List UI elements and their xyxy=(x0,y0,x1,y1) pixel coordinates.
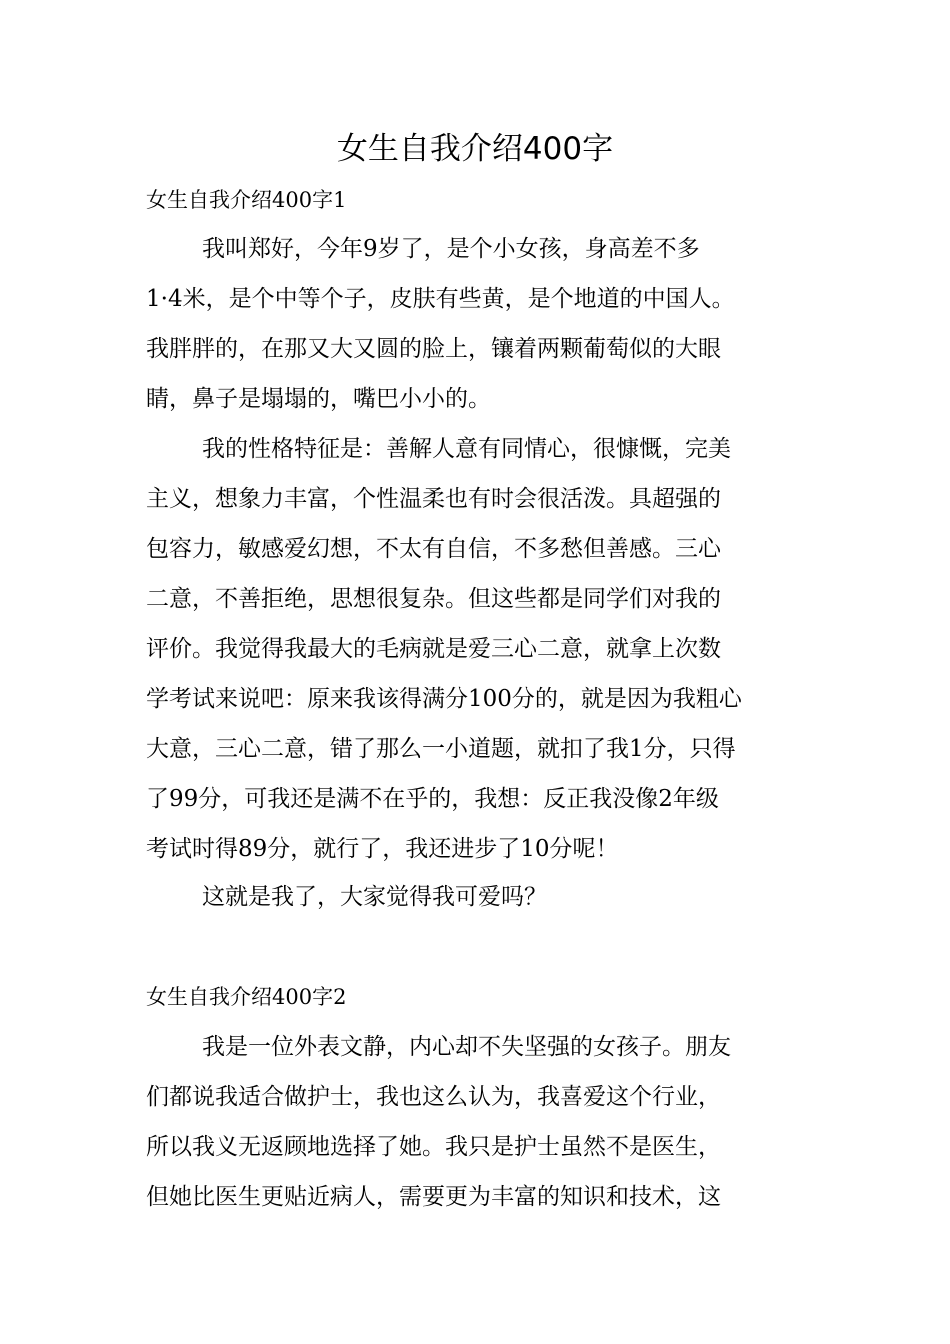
text-line: 了99分，可我还是满不在乎的，我想：反正我没像2年级 xyxy=(146,786,719,812)
section-heading: 女生自我介绍400字1 xyxy=(146,188,347,212)
text-line: 所以我义无返顾地选择了她。我只是护士虽然不是医生， xyxy=(146,1134,721,1160)
text-line: 二意，不善拒绝，思想很复杂。但这些都是同学们对我的 xyxy=(146,586,721,612)
text-line: 主义，想象力丰富，个性温柔也有时会很活泼。具超强的 xyxy=(146,486,721,512)
text-line: 们都说我适合做护士，我也这么认为，我喜爱这个行业， xyxy=(146,1084,721,1110)
text-line: 这就是我了，大家觉得我可爱吗？ xyxy=(202,884,547,910)
paragraph xyxy=(146,872,826,922)
text-line: 我叫郑好，今年9岁了，是个小女孩，身高差不多 xyxy=(202,236,700,262)
section-heading: 女生自我介绍400字2 xyxy=(146,985,347,1009)
paragraph xyxy=(146,1022,826,1222)
text-line: 我是一位外表文静，内心却不失坚强的女孩子。朋友 xyxy=(202,1034,731,1060)
text-line: 大意，三心二意，错了那么一小道题，就扣了我1分，只得 xyxy=(146,736,736,762)
text-line: 学考试来说吧：原来我该得满分100分的，就是因为我粗心 xyxy=(146,686,742,712)
text-line: 我的性格特征是：善解人意有同情心，很慷慨，完美 xyxy=(202,436,731,462)
text-line: 考试时得89分，就行了，我还进步了10分呢！ xyxy=(146,836,619,862)
text-line: 睛，鼻子是塌塌的，嘴巴小小的。 xyxy=(146,386,491,412)
document-title: 女生自我介绍400字 xyxy=(336,131,614,167)
text-line: 但她比医生更贴近病人，需要更为丰富的知识和技术，这 xyxy=(146,1184,721,1210)
paragraph xyxy=(146,424,826,874)
paragraph xyxy=(146,224,826,424)
text-line: 1·4米，是个中等个子，皮肤有些黄，是个地道的中国人。 xyxy=(146,286,735,312)
text-line: 我胖胖的，在那又大又圆的脸上，镶着两颗葡萄似的大眼 xyxy=(146,336,721,362)
text-line: 包容力，敏感爱幻想，不太有自信，不多愁但善感。三心 xyxy=(146,536,721,562)
text-line: 评价。我觉得我最大的毛病就是爱三心二意，就拿上次数 xyxy=(146,636,721,662)
